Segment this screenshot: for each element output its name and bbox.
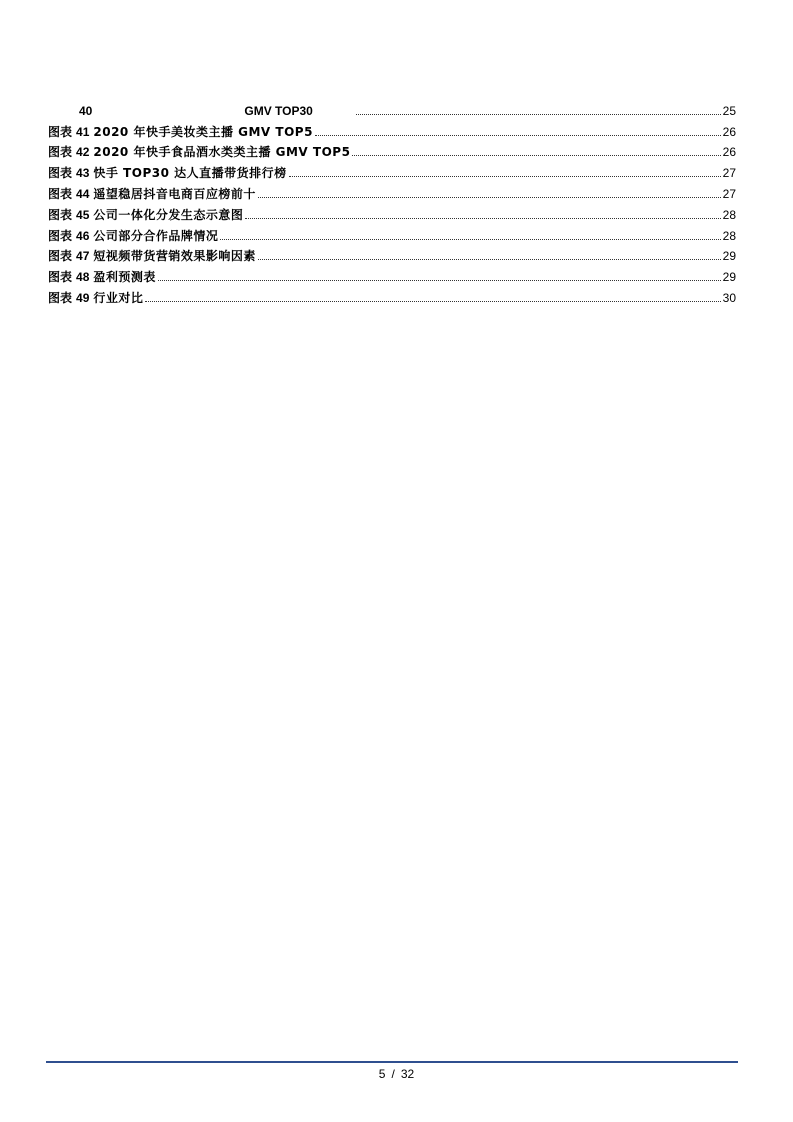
toc-entry-title: 快手 TOP30 达人直播带货排行榜	[93, 166, 287, 181]
toc-entry-title: 公司一体化分发生态示意图	[93, 207, 244, 222]
toc-entry-41[interactable]	[48, 118, 736, 139]
dot-leader	[245, 218, 720, 219]
toc-entry-page: 29	[722, 249, 736, 264]
toc-entry-47[interactable]	[48, 243, 736, 264]
toc-entry-title: 2020 年快手美妆类主播 GMV TOP5	[93, 124, 313, 139]
page-indicator	[0, 1067, 793, 1081]
toc-entry-page: 27	[722, 166, 736, 181]
toc-entry-page: 30	[722, 290, 736, 305]
dot-leader	[356, 114, 721, 115]
toc-entry-number: 42	[76, 145, 90, 160]
toc-entry-title: 公司部分合作品牌情况	[93, 228, 219, 243]
toc-entry-page: 28	[722, 207, 736, 222]
toc-entry-40[interactable]	[48, 97, 736, 118]
toc-entry-page: 28	[722, 228, 736, 243]
toc-entry-number: 47	[76, 249, 90, 264]
dot-leader	[220, 239, 720, 240]
toc-entry-42[interactable]	[48, 139, 736, 160]
toc-entry-page: 25	[722, 103, 736, 118]
toc-entry-number: 43	[76, 166, 90, 181]
toc-entry-prefix: 图表	[48, 270, 73, 285]
toc-entry-45[interactable]	[48, 201, 736, 222]
toc-entry-46[interactable]	[48, 222, 736, 243]
toc-entry-label	[48, 208, 243, 222]
toc-entry-page: 26	[722, 124, 736, 139]
toc-entry-number: 48	[76, 270, 90, 285]
toc-entry-title: 2020 年快手食品酒水类类主播 GMV TOP5	[93, 145, 351, 160]
toc-entry-prefix: 图表	[48, 145, 73, 160]
toc-entry-43[interactable]	[48, 159, 736, 180]
toc-entry-prefix: 图表	[48, 166, 73, 181]
toc-entry-prefix: 图表	[48, 207, 73, 222]
toc-entry-label	[48, 249, 256, 263]
dot-leader	[158, 280, 721, 281]
toc-entry-title: 遥望稳居抖音电商百应榜前十	[93, 186, 256, 201]
toc-entry-number: 44	[76, 186, 90, 201]
toc-entry-label	[48, 145, 350, 159]
toc-entry-number: 40	[79, 103, 93, 118]
toc-entry-prefix: 图表	[48, 186, 73, 201]
dot-leader	[145, 301, 720, 302]
page-separator: /	[391, 1067, 395, 1081]
toc-entry-label	[48, 125, 313, 139]
toc-entry-page: 29	[722, 270, 736, 285]
toc-entry-prefix: 图表	[48, 249, 73, 264]
dot-leader	[258, 259, 721, 260]
toc-entry-label	[48, 166, 287, 180]
toc-entry-label	[48, 291, 143, 305]
toc-entry-prefix: 图表	[48, 228, 73, 243]
toc-entry-prefix: 图表	[48, 124, 73, 139]
table-of-figures	[48, 97, 736, 305]
toc-entry-prefix: 图表	[48, 290, 73, 305]
dot-leader	[258, 197, 721, 198]
toc-entry-label	[48, 104, 356, 118]
toc-entry-title: 短视频带货营销效果影响因素	[93, 249, 256, 264]
footer-divider	[46, 1061, 738, 1063]
toc-entry-page: 26	[722, 145, 736, 160]
toc-entry-label	[48, 270, 156, 284]
toc-entry-48[interactable]	[48, 263, 736, 284]
dot-leader	[315, 135, 721, 136]
toc-entry-number: 41	[76, 124, 90, 139]
total-page-count: 32	[400, 1067, 415, 1081]
toc-entry-44[interactable]	[48, 180, 736, 201]
dot-leader	[289, 176, 721, 177]
toc-entry-number: 49	[76, 290, 90, 305]
toc-entry-number: 46	[76, 228, 90, 243]
toc-entry-title: 盈利预测表	[93, 270, 156, 285]
toc-entry-number: 45	[76, 207, 90, 222]
toc-entry-title: GMV TOP30	[244, 103, 313, 118]
dot-leader	[352, 155, 720, 156]
toc-entry-page: 27	[722, 186, 736, 201]
toc-entry-title: 行业对比	[93, 290, 144, 305]
toc-entry-label	[48, 187, 256, 201]
toc-entry-49[interactable]	[48, 284, 736, 305]
toc-entry-label	[48, 229, 218, 243]
current-page-number: 5	[378, 1067, 386, 1081]
